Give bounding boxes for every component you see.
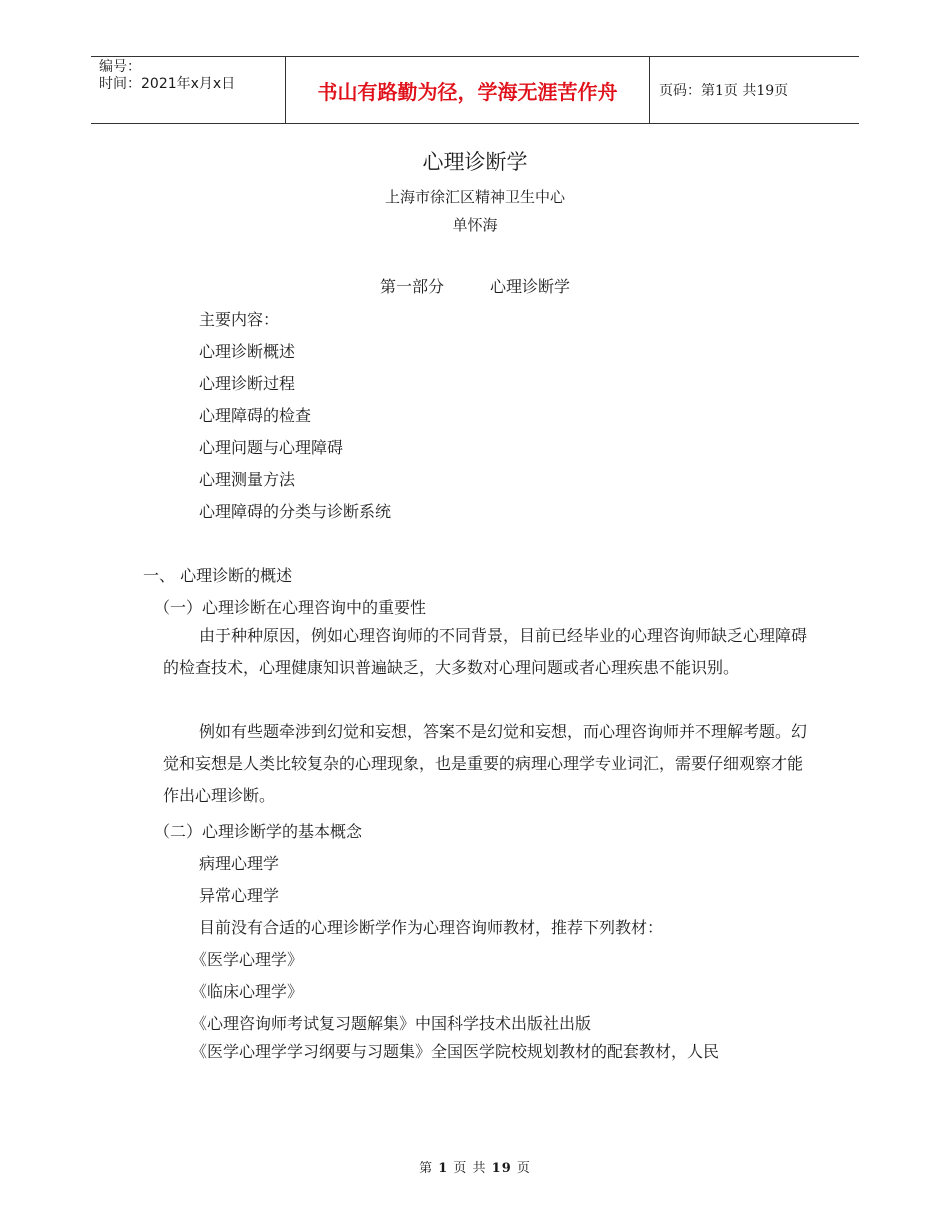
number-label: 编号： [99, 59, 141, 75]
contents-item: 心理问题与心理障碍 [199, 438, 344, 457]
book-title: 《临床心理学》 [191, 982, 304, 1001]
header-left-cell [91, 57, 286, 123]
footer-suffix: 页 [511, 1161, 531, 1176]
section-heading: 一、 心理诊断的概述 [143, 566, 293, 585]
footer-total-pages: 19 [491, 1161, 512, 1176]
part-heading [0, 274, 950, 297]
motto: 书山有路勤为径，学海无涯苦作舟 [286, 57, 650, 123]
organization: 上海市徐汇区精神卫生中心 [384, 188, 565, 206]
text-line: 异常心理学 [199, 886, 280, 905]
part-label: 第一部分 [379, 277, 444, 296]
contents-item: 心理障碍的分类与诊断系统 [199, 502, 392, 521]
footer-prefix: 第 [419, 1161, 439, 1176]
text-line: 病理心理学 [199, 854, 280, 873]
contents-item: 心理诊断概述 [199, 342, 296, 361]
document-title: 心理诊断学 [422, 150, 528, 174]
footer-middle: 页 共 [448, 1161, 492, 1176]
author: 单怀海 [452, 216, 498, 234]
text-line: 目前没有合适的心理诊断学作为心理咨询师教材，推荐下列教材： [199, 918, 664, 937]
contents-item: 心理诊断过程 [199, 374, 296, 393]
paragraph: 例如有些题牵涉到幻觉和妄想，答案不是幻觉和妄想，而心理咨询师并不理解考题。幻觉和妄想是人类比较复杂的心理现象，也是重要的病理心理学专业词汇，需要仔细观察才能作出心理诊断。 [163, 722, 808, 805]
time-label: 时间：2021年x月x日 [99, 76, 236, 92]
page-footer [0, 1157, 950, 1176]
contents-heading: 主要内容： [199, 310, 280, 329]
paragraph: 由于种种原因，例如心理咨询师的不同背景，目前已经毕业的心理咨询师缺乏心理障碍的检查技术，心理健康知识普遍缺乏，大多数对心理问题或者心理疾患不能识别。 [163, 626, 808, 677]
book-title: 《心理咨询师考试复习题解集》中国科学技术出版社出版 [191, 1014, 592, 1033]
header-table [91, 56, 859, 124]
book-title: 《医学心理学》 [191, 950, 304, 969]
part-title: 心理诊断学 [490, 277, 571, 296]
contents-item: 心理障碍的检查 [199, 406, 312, 425]
contents-item: 心理测量方法 [199, 470, 296, 489]
footer-page-number: 1 [438, 1161, 449, 1176]
subsection-heading: （二）心理诊断学的基本概念 [154, 822, 363, 841]
paragraph: 《医学心理学学习纲要与习题集》全国医学院校规划教材的配套教材，人民 [191, 1042, 720, 1061]
subsection-heading: （一）心理诊断在心理咨询中的重要性 [154, 598, 427, 617]
page-info: 页码：第1页 共19页 [659, 83, 789, 99]
